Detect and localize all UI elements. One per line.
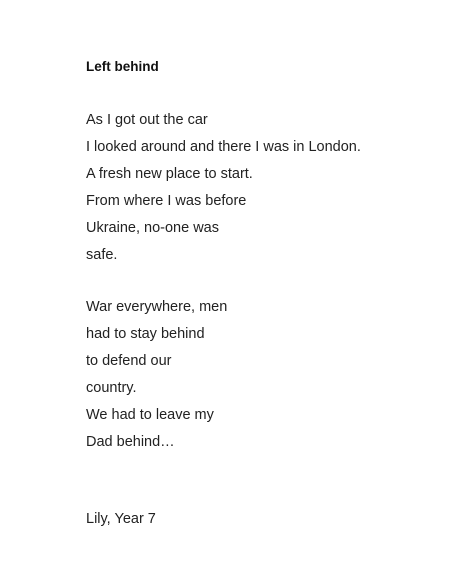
poem-line: Ukraine, no-one was: [86, 220, 219, 236]
poem-line: I looked around and there I was in London.: [86, 139, 361, 155]
poem-author: Lily, Year 7: [86, 511, 156, 527]
poem-stanza-1: [86, 110, 361, 272]
poem-line: country.: [86, 380, 137, 396]
poem-title: Left behind: [86, 59, 159, 74]
poem-line: From where I was before: [86, 193, 247, 209]
poem-line: War everywhere, men: [86, 299, 228, 315]
poem-stanza-2: [86, 297, 227, 459]
poem-line: Dad behind…: [86, 434, 175, 450]
poem-line: As I got out the car: [86, 112, 208, 128]
poem-line: had to stay behind: [86, 326, 205, 342]
poem-line: safe.: [86, 247, 118, 263]
poem-line: A fresh new place to start.: [86, 166, 253, 182]
poem-line: to defend our: [86, 353, 172, 369]
poem-line: We had to leave my: [86, 407, 214, 423]
